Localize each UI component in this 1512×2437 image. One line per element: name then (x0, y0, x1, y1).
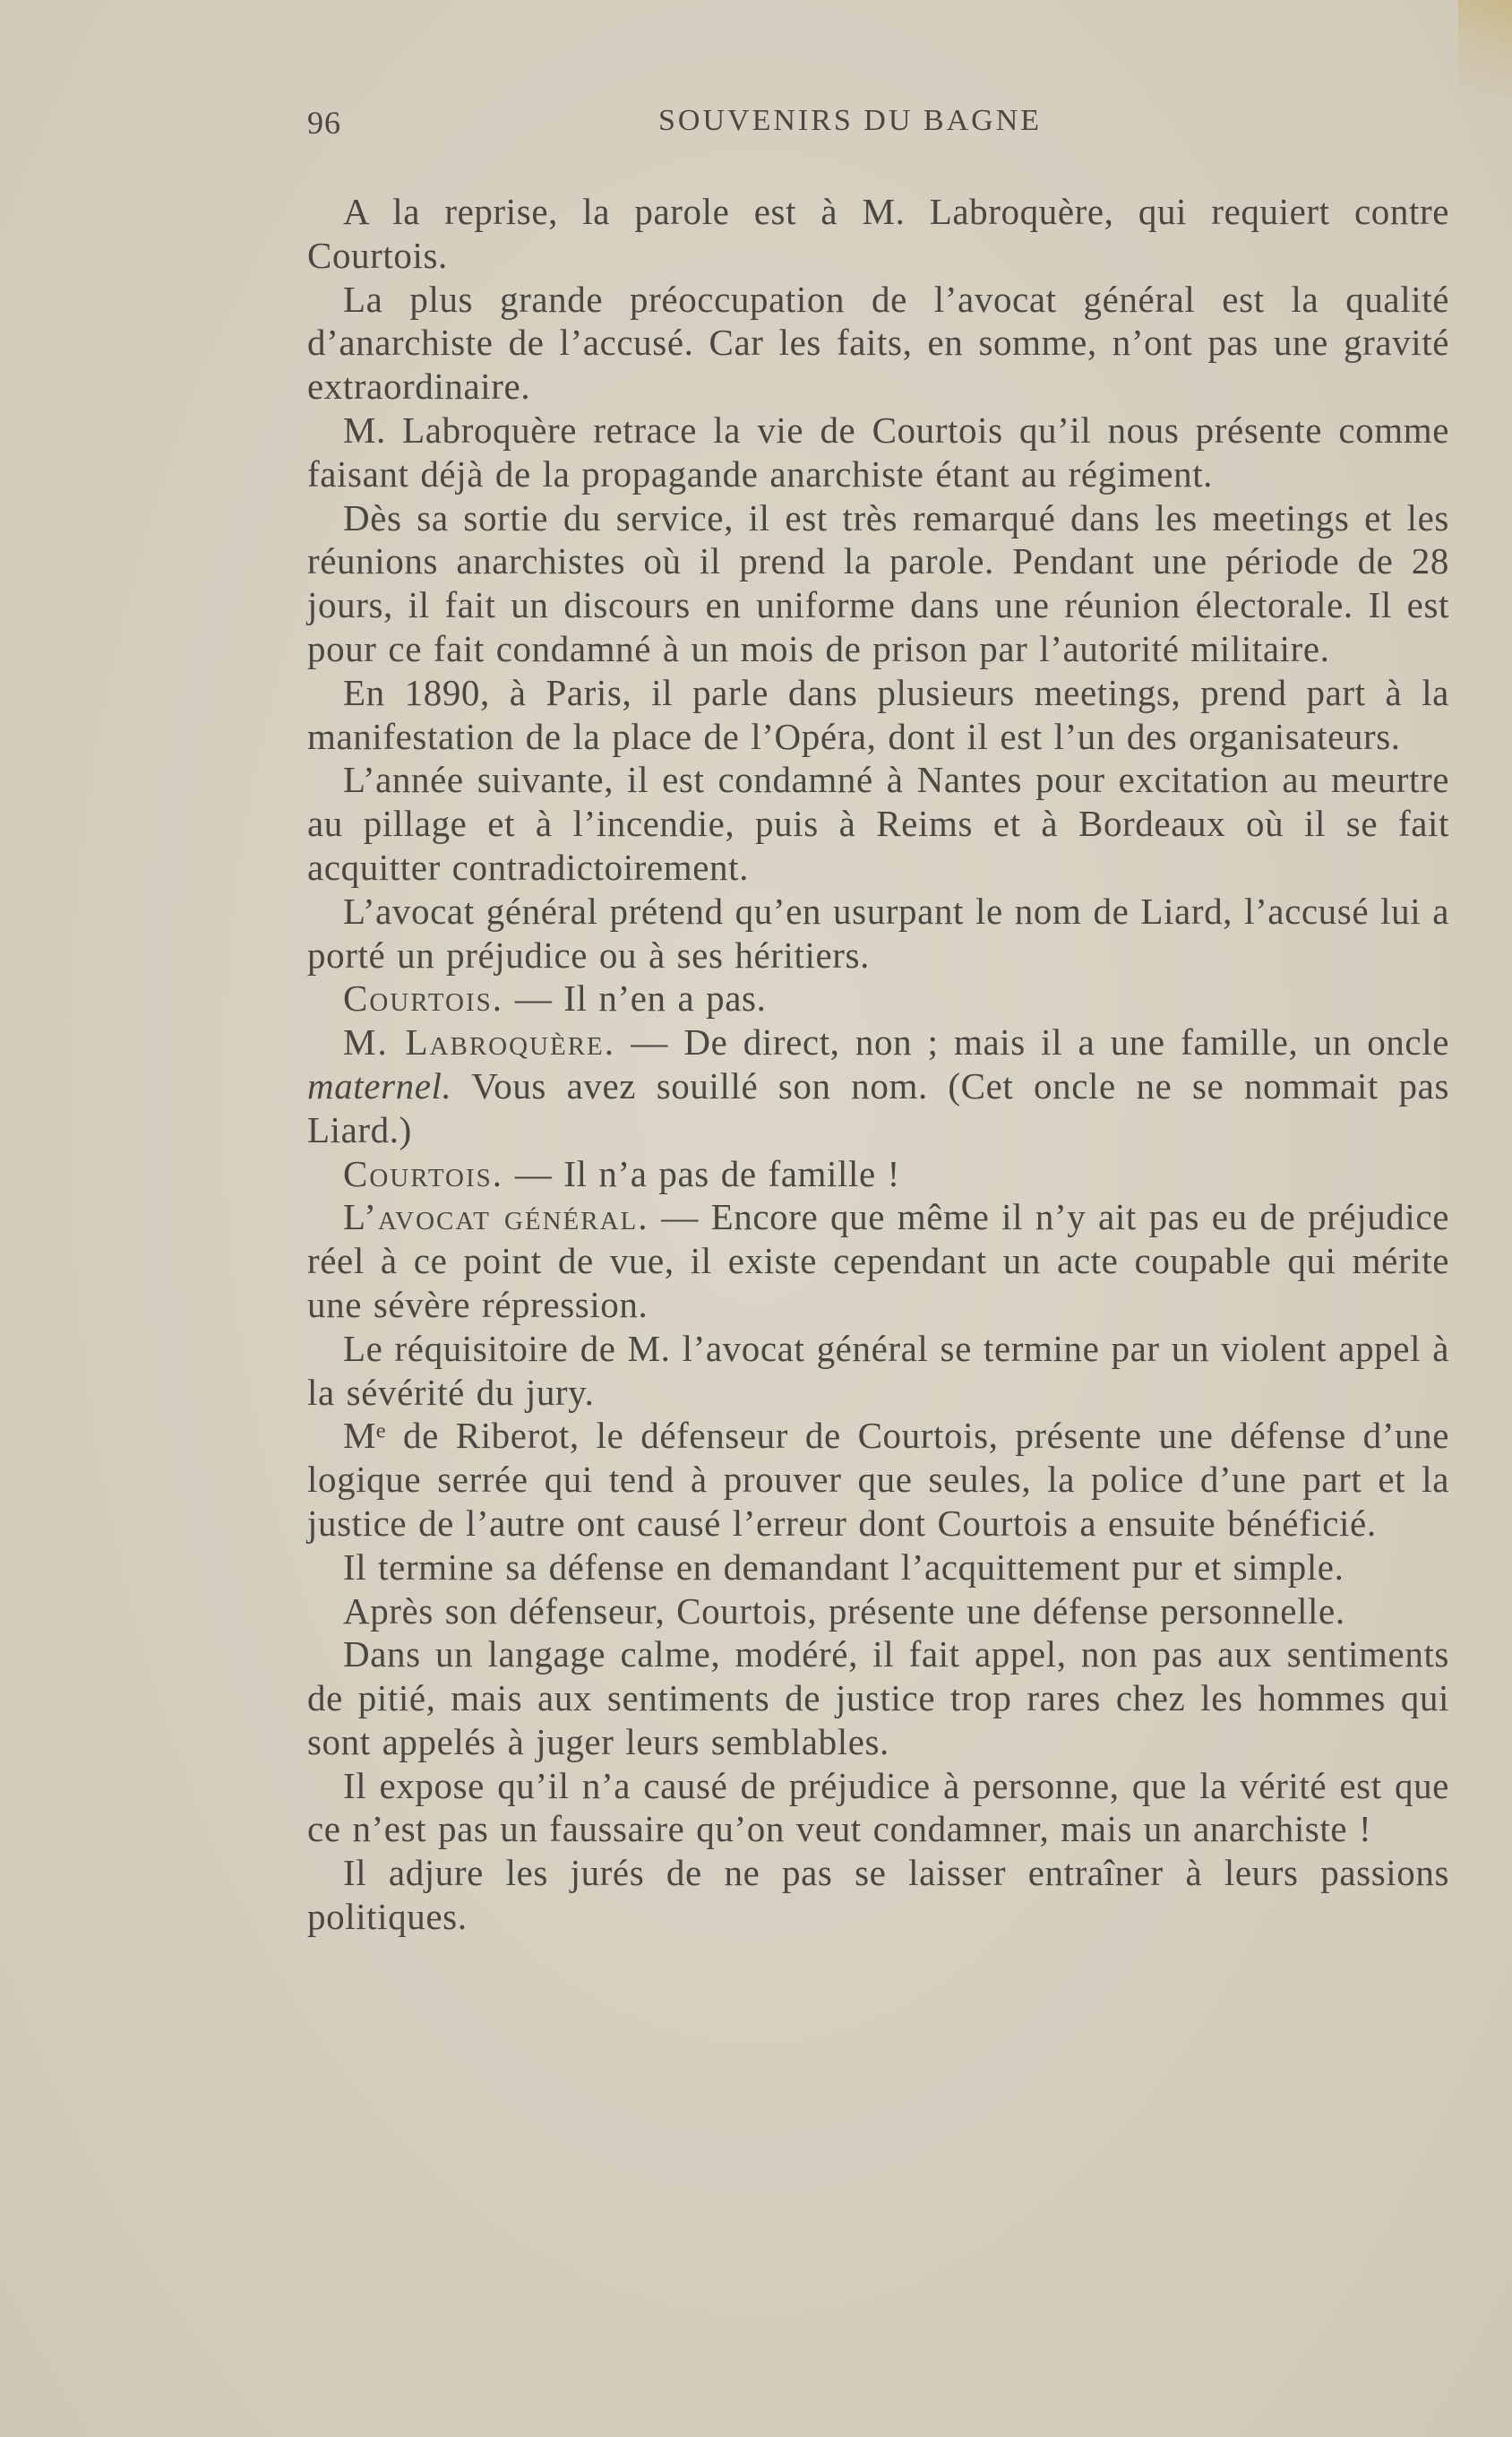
paper-stain (1458, 0, 1512, 99)
paragraph: A la reprise, la parole est à M. Labroquère, qui requiert contre Courtois. (307, 191, 1449, 276)
paragraph: Il adjure les jurés de ne pas se laisser entraîner à leurs passions politiques. (307, 1852, 1449, 1938)
dialogue-paragraph: Courtois. — Il n’en a pas. (343, 977, 767, 1020)
paragraph: Le réquisitoire de M. l’avocat général se termine par un violent appel à la sévérité du jury. (307, 1327, 1449, 1413)
paragraph: Après son défenseur, Courtois, présente une défense personnelle. (343, 1589, 1345, 1632)
italic-word: maternel. (307, 1064, 452, 1107)
speaker-name: M. Labroquère. (343, 1021, 616, 1063)
page-number: 96 (307, 105, 341, 141)
paragraph: M. Labroquère retrace la vie de Courtois qu’il nous présente comme faisant déjà de la propagande anarchiste étant au régiment. (307, 409, 1449, 495)
paragraph: Il expose qu’il n’a causé de préjudice à personne, que la vérité est que ce n’est pas un faussaire qu’on veut condamner, mais un anarchiste ! (307, 1764, 1449, 1850)
speaker-name: L’avocat général. (343, 1196, 649, 1238)
body-text (307, 190, 1449, 1939)
paragraph: Dans un langage calme, modéré, il fait appel, non pas aux sentiments de pitié, mais aux sentiments de justice trop rares chez les hommes qui sont appelés à juger leurs semblables. (307, 1633, 1449, 1762)
paragraph: Il termine sa défense en demandant l’acquittement pur et simple. (343, 1546, 1344, 1588)
dialogue-paragraph: Courtois. — Il n’a pas de famille ! (343, 1152, 900, 1194)
paragraph: L’avocat général prétend qu’en usurpant le nom de Liard, l’accusé lui a porté un préjudice ou à ses héritiers. (307, 890, 1449, 976)
paragraph: Dès sa sortie du service, il est très remarqué dans les meetings et les réunions anarchistes où il prend la parole. Pendant une période de 28 jours, il fait un discours en uniforme dans une réunion électorale. Il est pour ce fait condamné à un mois de prison par l’autorité militaire. (307, 496, 1449, 669)
running-head (307, 104, 1445, 149)
paragraph: En 1890, à Paris, il parle dans plusieurs meetings, prend part à la manifestation de la place de l’Opéra, dont il est l’un des organisateurs. (307, 671, 1449, 757)
paragraph: L’année suivante, il est condamné à Nantes pour excitation au meurtre au pillage et à l’incendie, puis à Reims et à Bordeaux où il se fait acquitter contradictoirement. (307, 759, 1449, 888)
dialogue-paragraph: M. Labroquère. — De direct, non ; mais il a une famille, un oncle maternel. Vous avez souillé son nom. (Cet oncle ne se nommait pas Liard.) (307, 1021, 1449, 1150)
paragraph: Mᵉ de Riberot, le défenseur de Courtois, présente une défense d’une logique serrée qui tend à prouver que seules, la police d’une part et la justice de l’autre ont causé l’erreur dont Courtois a ensuite bénéficié. (307, 1415, 1449, 1544)
dialogue-paragraph: L’avocat général. — Encore que même il n’y ait pas eu de préjudice réel à ce point de vue, il existe cependant un acte coupable qui mérite une sévère répression. (307, 1196, 1449, 1325)
speaker-name: Courtois. (343, 977, 504, 1020)
paragraph: La plus grande préoccupation de l’avocat général est la qualité d’anarchiste de l’accusé. Car les faits, en somme, n’ont pas une gravité extraordinaire. (307, 278, 1449, 408)
running-title: SOUVENIRS DU BAGNE (658, 104, 1043, 137)
speaker-name: Courtois. (343, 1152, 504, 1194)
